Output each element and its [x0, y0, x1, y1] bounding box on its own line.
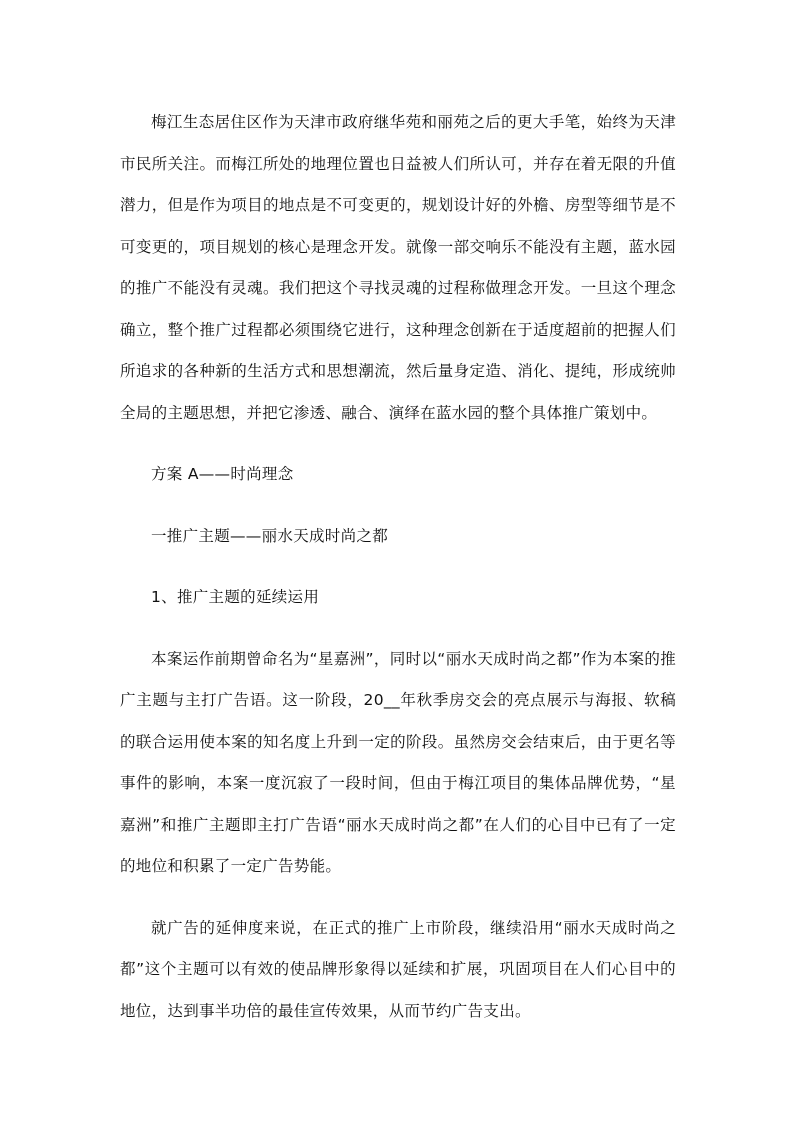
heading-plan-a: 方案 A——时尚理念 — [151, 465, 294, 483]
paragraph-early-naming: 本案运作前期曾命名为“星嘉洲”，同时以“丽水天成时尚之都”作为本案的推广主题与主打广告语。这一阶段，20__年秋季房交会的亮点展示与海报、软稿的联合运用使本案的知名度上升到一定的阶段。虽然房交会结束后，由于更名等事件的影响，本案一度沉寂了一段时间，但由于梅江项目的集体品牌优势，“星嘉洲”和推广主题即主打广告语“丽水天成时尚之都”在人们的心目中已有了一定的地位和积累了一定广告势能。 — [120, 649, 676, 875]
heading-promotion-theme: 一推广主题——丽水天成时尚之都 — [151, 526, 389, 545]
paragraph-ad-extension: 就广告的延伸度来说，在正式的推广上市阶段，继续沿用“丽水天成时尚之都”这个主题可以有效的使品牌形象得以延续和扩展，巩固项目在人们心目中的地位，达到事半功倍的最佳宣传效果，从而节约广告支出。 — [120, 918, 676, 1020]
paragraph-intro: 梅江生态居住区作为天津市政府继华苑和丽苑之后的更大手笔，始终为天津市民所关注。而梅江所处的地理位置也日益被人们所认可，并存在着无限的升值潜力，但是作为项目的地点是不可变更的，规划设计好的外檐、房型等细节是不可变更的，项目规划的核心是理念开发。就像一部交响乐不能没有主题，蓝水园的推广不能没有灵魂。我们把这个寻找灵魂的过程称做理念开发。一旦这个理念确立，整个推广过程都必须围绕它进行，这种理念创新在于适度超前的把握人们所追求的各种新的生活方式和思想潮流，然后量身定造、消化、提纯，形成统帅全局的主题思想，并把它渗透、融合、演绎在蓝水园的整个具体推广策划中。 — [120, 113, 676, 422]
heading-theme-continuation: 1、推广主题的延续运用 — [151, 588, 320, 606]
document-body — [120, 102, 676, 1032]
